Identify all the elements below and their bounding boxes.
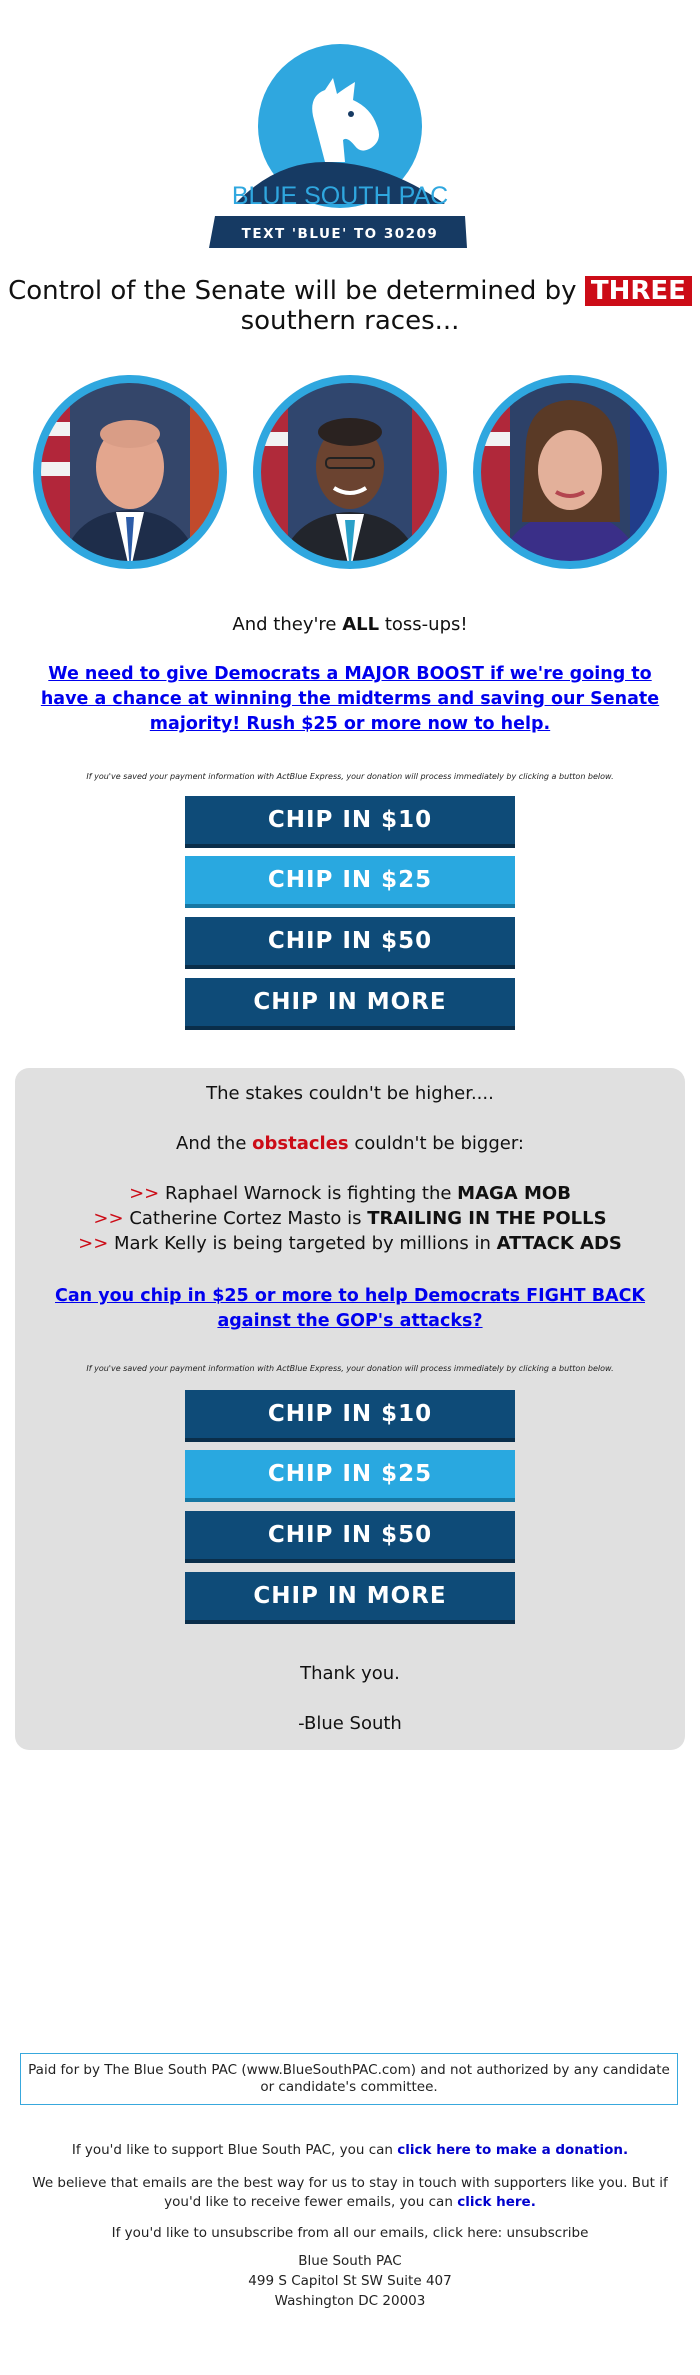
make-donation-link[interactable]: click here to make a donation. (397, 2142, 629, 2158)
chip-in-more-button-2[interactable]: CHIP IN MORE (185, 1572, 515, 1624)
support-text: If you'd like to support Blue South PAC, you can (71, 2142, 393, 2158)
point-bold: TRAILING IN THE POLLS (367, 1208, 607, 1229)
headline-highlight: THREE (585, 276, 692, 306)
senator-portraits (30, 372, 670, 582)
obstacles-text-end: couldn't be bigger: (354, 1133, 524, 1154)
stakes-text: The stakes couldn't be higher.... (206, 1083, 494, 1104)
chip-in-50-button-2[interactable]: CHIP IN $50 (185, 1511, 515, 1563)
address-line-2: Washington DC 20003 (274, 2293, 426, 2309)
chip-in-10-button[interactable]: CHIP IN $10 (185, 796, 515, 848)
unsubscribe-text: If you'd like to unsubscribe from all our emails, click here: (111, 2225, 503, 2241)
chip-in-10-button-2[interactable]: CHIP IN $10 (185, 1390, 515, 1442)
point-text: Catherine Cortez Masto is (129, 1208, 362, 1229)
point-warnock (0, 1183, 700, 1204)
headline (0, 276, 700, 336)
arrow-icon: >> (129, 1183, 160, 1204)
arrow-icon: >> (78, 1233, 109, 1254)
headline-text: Control of the Senate will be determined by (8, 276, 577, 306)
portrait-raphael-warnock (250, 372, 450, 572)
logo-name: BLUE SOUTH PAC (231, 182, 449, 210)
obstacles-text: And the (176, 1133, 247, 1154)
donate-cta-link[interactable]: We need to give Democrats a MAJOR BOOST if we're going to have a chance at winning the midterms and saving our Senate majority! Rush $25 or more now to help. (40, 664, 660, 734)
chip-in-more-button[interactable]: CHIP IN MORE (185, 978, 515, 1030)
point-cortez-masto (0, 1208, 700, 1229)
tossup-text: And they're (232, 614, 337, 635)
tossup-line (0, 614, 700, 635)
point-text: Raphael Warnock is fighting the (164, 1183, 452, 1204)
tossup-text-end: toss-ups! (384, 614, 468, 635)
point-text: Mark Kelly is being targeted by millions in (114, 1233, 491, 1254)
thank-you-text: Thank you. (300, 1663, 400, 1684)
portrait-catherine-cortez-masto (470, 372, 670, 572)
portrait-mark-kelly (30, 372, 230, 572)
point-bold: MAGA MOB (457, 1183, 571, 1204)
fewer-emails-link[interactable]: click here. (457, 2194, 536, 2210)
chip-in-25-button-2[interactable]: CHIP IN $25 (185, 1450, 515, 1502)
fight-back-cta-link[interactable]: Can you chip in $25 or more to help Democrats FIGHT BACK against the GOP's attacks? (55, 1286, 645, 1331)
chip-in-25-button[interactable]: CHIP IN $25 (185, 856, 515, 908)
point-bold: ATTACK ADS (496, 1233, 622, 1254)
obstacles-line (0, 1133, 700, 1154)
obstacles-word: obstacles (252, 1133, 349, 1154)
chip-in-50-button[interactable]: CHIP IN $50 (185, 917, 515, 969)
unsubscribe-line (20, 2224, 680, 2243)
actblue-express-note: If you've saved your payment information with ActBlue Express, your donation will process immediately by clicking a button below. (86, 772, 614, 781)
address-line-1: 499 S Capitol St SW Suite 407 (248, 2273, 452, 2289)
arrow-icon: >> (93, 1208, 124, 1229)
fewer-emails-line (20, 2174, 680, 2212)
logo-tagline: TEXT 'BLUE' TO 30209 (241, 226, 439, 242)
unsubscribe-link[interactable]: unsubscribe (506, 2225, 589, 2241)
paid-for-disclaimer: Paid for by The Blue South PAC (www.BlueSouthPAC.com) and not authorized by any candidate or candidate's committee. (20, 2053, 678, 2105)
fewer-emails-text: We believe that emails are the best way for us to stay in touch with supporters like you. But if you'd like to receive fewer emails, you can (32, 2175, 668, 2210)
signoff-text: -Blue South (298, 1713, 402, 1734)
headline-text-end: southern races... (240, 306, 460, 336)
point-kelly (0, 1233, 700, 1254)
actblue-express-note-2: If you've saved your payment information with ActBlue Express, your donation will process immediately by clicking a button below. (86, 1364, 614, 1373)
org-name: Blue South PAC (298, 2253, 402, 2269)
blue-south-pac-logo[interactable] (205, 44, 475, 254)
support-line (20, 2141, 680, 2160)
tossup-bold: ALL (342, 614, 380, 635)
